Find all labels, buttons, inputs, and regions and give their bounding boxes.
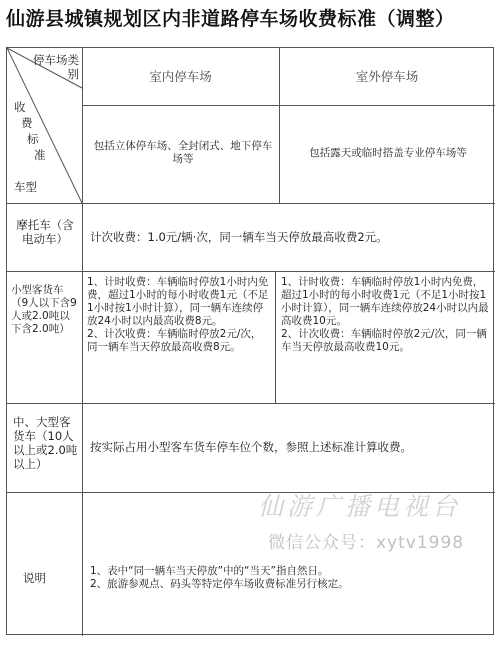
corner-fee-char: 费 <box>21 116 33 130</box>
wechat-watermark: 微信公众号：xytv1998 <box>268 533 465 553</box>
divider <box>82 48 83 636</box>
note-item: 2、旅游参观点、码头等特定停车场收费标准另行核定。 <box>90 578 349 590</box>
notes-label: 说明 <box>23 571 46 585</box>
page-title: 仙游县城镇规划区内非道路停车场收费标准（调整） <box>6 8 455 30</box>
notes-content <box>90 565 490 591</box>
corner-category-label: 停车场类别 <box>33 53 79 81</box>
corner-vehicle-type-label: 车型 <box>14 180 37 194</box>
indoor-parking-description: 包括立体停车场、全封闭式、地下停车场等 <box>93 140 273 165</box>
divider <box>82 105 495 106</box>
corner-fee-char: 准 <box>34 148 46 162</box>
divider <box>7 203 495 204</box>
divider <box>275 271 276 403</box>
divider <box>7 403 495 404</box>
note-item: 1、表中“同一辆车当天停放”中的“当天”指自然日。 <box>90 565 329 577</box>
large-vehicle-label: 中、大型客货车（10人以上或2.0吨以上） <box>13 415 78 471</box>
broadcaster-watermark: 仙游广播电视台 <box>258 492 462 521</box>
small-indoor-fee <box>87 276 271 354</box>
motorcycle-label: 摩托车（含电动车） <box>16 218 74 246</box>
indoor-parking-heading: 室内停车场 <box>149 69 212 84</box>
small-indoor-timed: 1、计时收费：车辆临时停放1小时内免费，超过1小时的每小时收费1元（不足1小时按1小时计算），同一辆车连续停放24小时以内最高收费8元。 <box>87 276 269 327</box>
corner-fee-char: 标 <box>27 132 39 146</box>
motorcycle-fee: 计次收费：1.0元/辆·次，同一辆车当天停放最高收费2元。 <box>90 230 388 244</box>
small-indoor-per-visit: 2、计次收费：车辆临时停放2元/次，同一辆车当天停放最高收费8元。 <box>87 328 262 353</box>
small-outdoor-fee <box>281 276 489 354</box>
large-vehicle-fee: 按实际占用小型客车货车停车位个数，参照上述标准计算收费。 <box>90 440 412 454</box>
small-outdoor-timed: 1、计时收费：车辆临时停放1小时内免费，超过1小时的每小时收费1元（不足1小时按1小时计算），同一辆车连续停放24小时以内最高收费10元。 <box>281 276 489 327</box>
divider <box>7 271 495 272</box>
outdoor-parking-description: 包括露天或临时搭盖专业停车场等 <box>309 147 467 159</box>
small-outdoor-per-visit: 2、计次收费：车辆临时停放2元/次，同一辆车当天停放最高收费10元。 <box>281 328 487 353</box>
corner-fee-char: 收 <box>14 100 26 114</box>
outdoor-parking-heading: 室外停车场 <box>355 69 419 84</box>
small-vehicle-label: 小型客货车（9人以下含9人或2.0吨以下含2.0吨） <box>11 284 77 335</box>
